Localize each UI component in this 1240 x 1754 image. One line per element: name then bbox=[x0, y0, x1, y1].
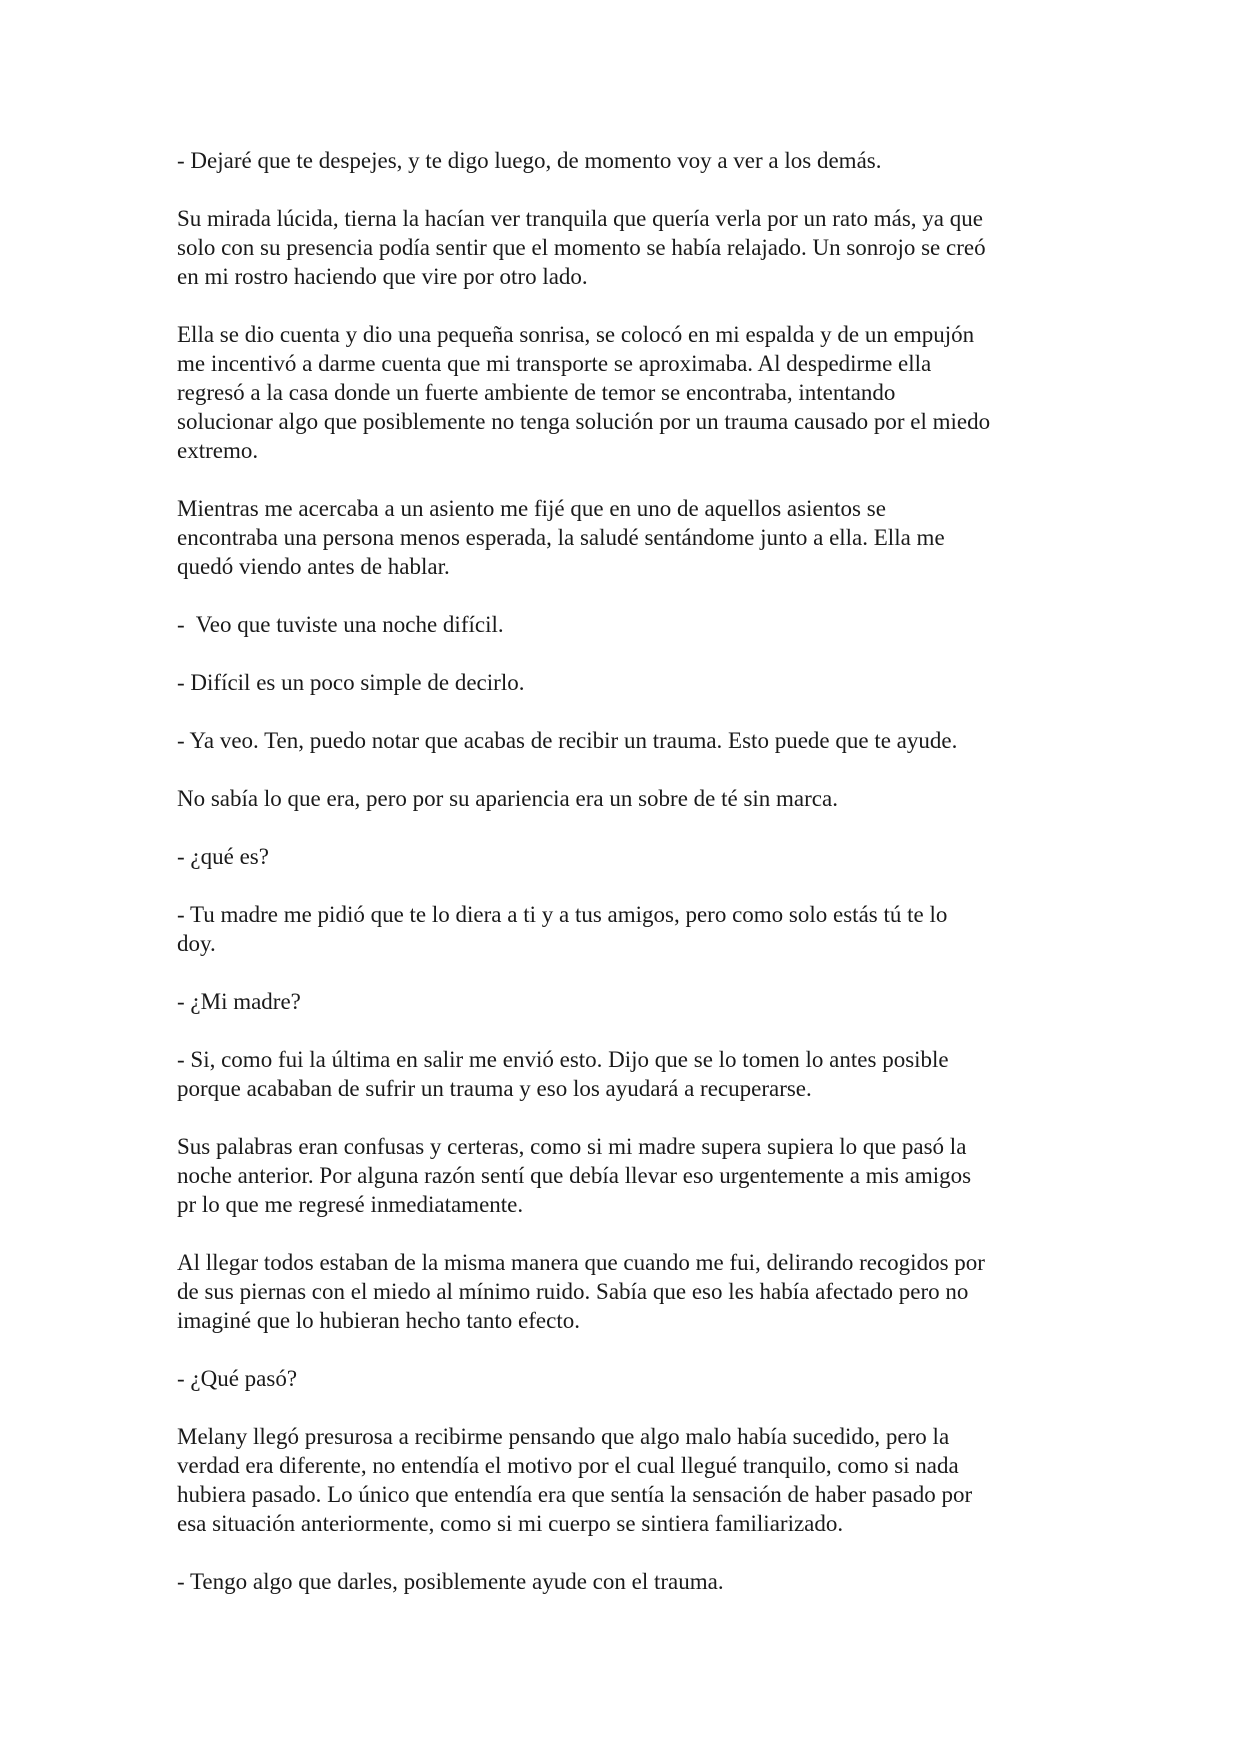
paragraph: Melany llegó presurosa a recibirme pensando que algo malo había sucedido, pero la verdad era diferente, no entendía el motivo por el cual llegué tranquilo, como si nada hubiera pasado. Lo único que entendía era que sentía la sensación de haber pasado por esa situación anteriormente, como si mi cuerpo se sintiera familiarizado. bbox=[177, 1424, 973, 1536]
paragraph: Al llegar todos estaban de la misma manera que cuando me fui, delirando recogidos por de sus piernas con el miedo al mínimo ruido. Sabía que eso les había afectado pero no imaginé que lo hubieran hecho tanto efecto. bbox=[177, 1250, 985, 1333]
paragraph: - Dejaré que te despejes, y te digo luego, de momento voy a ver a los demás. bbox=[177, 148, 882, 173]
dialogue-line: - ¿Qué pasó? bbox=[177, 1366, 298, 1391]
paragraph: Su mirada lúcida, tierna la hacían ver tranquila que quería verla por un rato más, ya que solo con su presencia podía sentir que el momento se había relajado. Un sonrojo se creó en mi rostro haciendo que vire por otro lado. bbox=[177, 206, 986, 289]
paragraph: Ella se dio cuenta y dio una pequeña sonrisa, se colocó en mi espalda y de un empujón me incentivó a darme cuenta que mi transporte se aproximaba. Al despedirme ella regresó a la casa donde un fuerte ambiente de temor se encontraba, intentando solucionar algo que posiblemente no tenga solución por un trauma causado por el miedo extremo. bbox=[177, 322, 991, 463]
dialogue-line: - ¿Mi madre? bbox=[177, 989, 301, 1014]
dialogue-line: - Ya veo. Ten, puedo notar que acabas de recibir un trauma. Esto puede que te ayude. bbox=[177, 728, 958, 753]
dialogue-line: - Difícil es un poco simple de decirlo. bbox=[177, 670, 525, 695]
paragraph: Mientras me acercaba a un asiento me fijé que en uno de aquellos asientos se encontraba una persona menos esperada, la saludé sentándome junto a ella. Ella me quedó viendo antes de hablar. bbox=[177, 496, 945, 579]
document-page bbox=[177, 146, 1069, 1596]
dialogue-line: - Si, como fui la última en salir me envió esto. Dijo que se lo tomen lo antes posible porque acababan de sufrir un trauma y eso los ayudará a recuperarse. bbox=[177, 1047, 949, 1101]
dialogue-line: - Tengo algo que darles, posiblemente ayude con el trauma. bbox=[177, 1569, 724, 1594]
dialogue-line: - Veo que tuviste una noche difícil. bbox=[177, 612, 504, 637]
paragraph: Sus palabras eran confusas y certeras, como si mi madre supera supiera lo que pasó la noche anterior. Por alguna razón sentí que debía llevar eso urgentemente a mis amigos pr lo que me regresé inmediatamente. bbox=[177, 1134, 972, 1217]
dialogue-line: - Tu madre me pidió que te lo diera a ti y a tus amigos, pero como solo estás tú te lo doy. bbox=[177, 902, 948, 956]
paragraph: No sabía lo que era, pero por su apariencia era un sobre de té sin marca. bbox=[177, 786, 838, 811]
dialogue-line: - ¿qué es? bbox=[177, 844, 269, 869]
